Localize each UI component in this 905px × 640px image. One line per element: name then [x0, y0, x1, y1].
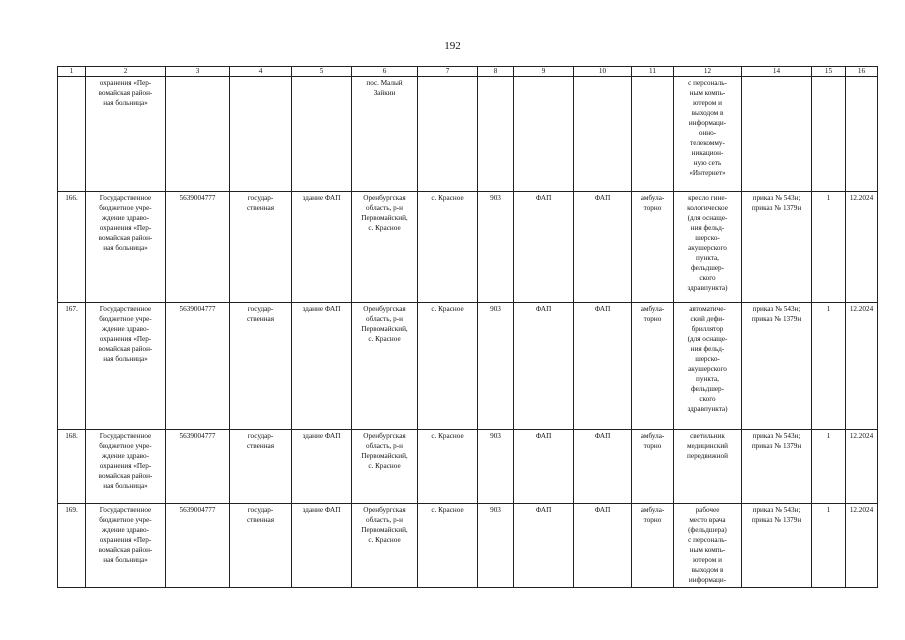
settlement: с. Красное	[418, 504, 478, 588]
settlement: с. Красное	[418, 192, 478, 303]
quantity	[812, 77, 846, 192]
ownership: государ- ственная	[230, 430, 292, 504]
settlement	[418, 77, 478, 192]
row-number	[58, 77, 86, 192]
column-header: 4	[230, 67, 292, 77]
column-header: 14	[742, 67, 812, 77]
settlement: с. Красное	[418, 430, 478, 504]
column-header: 6	[352, 67, 418, 77]
quantity: 1	[812, 504, 846, 588]
quantity: 1	[812, 303, 846, 430]
equipment-name: автоматиче- ский дефи- бриллятор (для оснаще- ния фельд- шерско- акушерского пункта, фельдшер- ского здравпункта)	[674, 303, 742, 430]
code	[478, 77, 514, 192]
row-number: 168.	[58, 430, 86, 504]
order-reference: приказ № 543н; приказ № 1379н	[742, 192, 812, 303]
deadline: 12.2024	[846, 192, 878, 303]
quantity: 1	[812, 430, 846, 504]
unit-type: ФАП	[514, 430, 574, 504]
equipment-name: с персональ- ным компь- ютером и выходом в информаци- онно- телекомму- никацион- ную сеть «Интернет»	[674, 77, 742, 192]
care-condition: амбула- торно	[632, 430, 674, 504]
column-header: 11	[632, 67, 674, 77]
table-row	[58, 430, 878, 504]
institution-name: Государственное бюджетное учре- ждение здраво- охранения «Пер- вомайская район- ная больница»	[86, 430, 166, 504]
address: Оренбургская область, р-н Первомайский, с. Красное	[352, 303, 418, 430]
column-header: 9	[514, 67, 574, 77]
row-number: 166.	[58, 192, 86, 303]
order-reference: приказ № 543н; приказ № 1379н	[742, 504, 812, 588]
order-reference: приказ № 543н; приказ № 1379н	[742, 303, 812, 430]
ownership: государ- ственная	[230, 303, 292, 430]
row-number: 169.	[58, 504, 86, 588]
table-row	[58, 303, 878, 430]
quantity: 1	[812, 192, 846, 303]
settlement: с. Красное	[418, 303, 478, 430]
column-header: 5	[292, 67, 352, 77]
unit-profile: ФАП	[574, 192, 632, 303]
column-header: 1	[58, 67, 86, 77]
code: 903	[478, 430, 514, 504]
code: 903	[478, 303, 514, 430]
address: пос. Малый Зайкин	[352, 77, 418, 192]
column-header: 8	[478, 67, 514, 77]
equipment-name: кресло гине- кологическое (для оснаще- ния фельд- шерско- акушерского пункта, фельдшер- ского здравпункта)	[674, 192, 742, 303]
order-reference: приказ № 543н; приказ № 1379н	[742, 430, 812, 504]
inn	[166, 77, 230, 192]
code: 903	[478, 504, 514, 588]
unit-profile: ФАП	[574, 430, 632, 504]
inn: 5639004777	[166, 430, 230, 504]
column-header: 10	[574, 67, 632, 77]
inn: 5639004777	[166, 303, 230, 430]
unit-profile: ФАП	[574, 504, 632, 588]
column-header: 7	[418, 67, 478, 77]
building: здание ФАП	[292, 192, 352, 303]
order-reference	[742, 77, 812, 192]
page-number: 192	[444, 40, 461, 52]
table-row	[58, 77, 878, 192]
unit-profile	[574, 77, 632, 192]
ownership: государ- ственная	[230, 192, 292, 303]
building	[292, 77, 352, 192]
institution-name: Государственное бюджетное учре- ждение здраво- охранения «Пер- вомайская район- ная больница»	[86, 192, 166, 303]
column-header: 12	[674, 67, 742, 77]
deadline	[846, 77, 878, 192]
institution-name: Государственное бюджетное учре- ждение здраво- охранения «Пер- вомайская район- ная больница»	[86, 303, 166, 430]
column-header: 2	[86, 67, 166, 77]
care-condition: амбула- торно	[632, 303, 674, 430]
institution-name: Государственное бюджетное учре- ждение здраво- охранения «Пер- вомайская район- ная больница»	[86, 504, 166, 588]
ownership: государ- ственная	[230, 504, 292, 588]
inn: 5639004777	[166, 504, 230, 588]
care-condition: амбула- торно	[632, 192, 674, 303]
deadline: 12.2024	[846, 303, 878, 430]
unit-type: ФАП	[514, 504, 574, 588]
table-row	[58, 504, 878, 588]
care-condition	[632, 77, 674, 192]
column-number-header-row	[58, 67, 878, 77]
column-header: 3	[166, 67, 230, 77]
deadline: 12.2024	[846, 504, 878, 588]
building: здание ФАП	[292, 504, 352, 588]
unit-profile: ФАП	[574, 303, 632, 430]
equipment-name: рабочее место врача (фельдшера) с персональ- ным компь- ютером и выходом в информаци-	[674, 504, 742, 588]
ownership	[230, 77, 292, 192]
institution-name: охранения «Пер- вомайская район- ная больница»	[86, 77, 166, 192]
column-header: 15	[812, 67, 846, 77]
care-condition: амбула- торно	[632, 504, 674, 588]
building: здание ФАП	[292, 303, 352, 430]
code: 903	[478, 192, 514, 303]
column-header: 16	[846, 67, 878, 77]
unit-type	[514, 77, 574, 192]
equipment-table	[57, 66, 878, 588]
address: Оренбургская область, р-н Первомайский, с. Красное	[352, 430, 418, 504]
inn: 5639004777	[166, 192, 230, 303]
row-number: 167.	[58, 303, 86, 430]
address: Оренбургская область, р-н Первомайский, с. Красное	[352, 504, 418, 588]
table-row	[58, 192, 878, 303]
building: здание ФАП	[292, 430, 352, 504]
deadline: 12.2024	[846, 430, 878, 504]
unit-type: ФАП	[514, 192, 574, 303]
unit-type: ФАП	[514, 303, 574, 430]
equipment-name: светильник медицинский передвижной	[674, 430, 742, 504]
address: Оренбургская область, р-н Первомайский, с. Красное	[352, 192, 418, 303]
